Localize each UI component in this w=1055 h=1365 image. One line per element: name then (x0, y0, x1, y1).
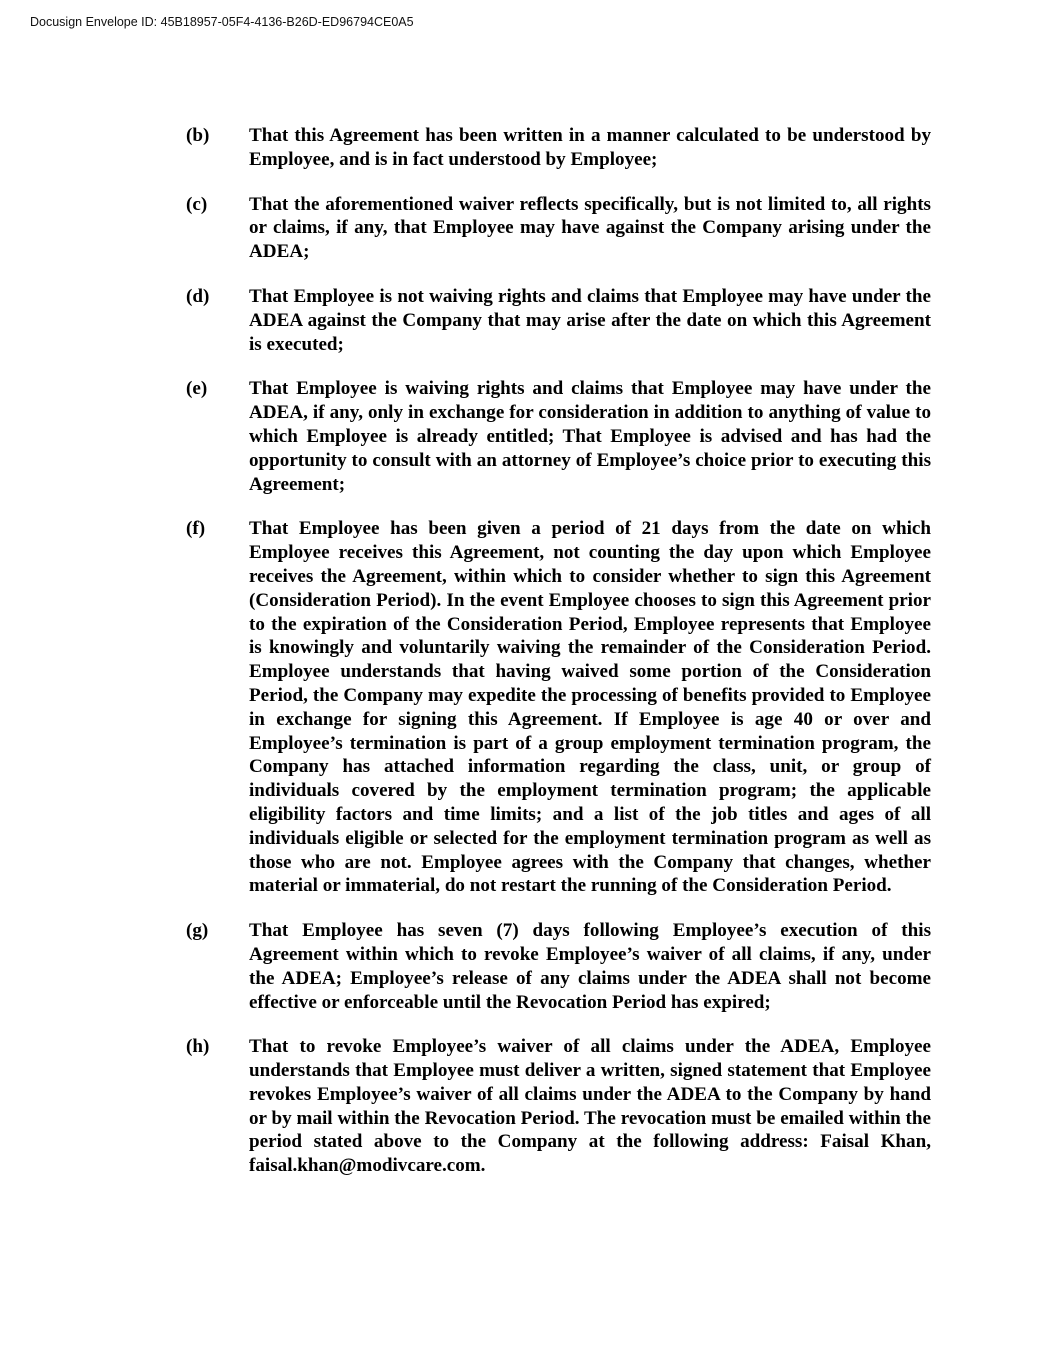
clause-h (186, 1035, 931, 1178)
clause-text: That Employee is not waiving rights and claims that Employee may have under the ADEA against the Company that may arise after the date on which this Agreement is executed; (249, 285, 931, 355)
clause-label: (g) (186, 920, 209, 942)
clause-label: (d) (186, 285, 210, 307)
docusign-envelope-id: Docusign Envelope ID: 45B18957-05F4-4136-B26D-ED96794CE0A5 (30, 15, 414, 29)
clause-text: That Employee is waiving rights and claims that Employee may have under the ADEA, if any, only in exchange for consideration in addition to anything of value to which Employee is already entitled; That Employee is advised and has had the opportunity to consult with an attorney of Employee’s choice prior to executing this Agreement; (249, 378, 931, 495)
document-body (186, 124, 931, 1199)
clause-text: That Employee has been given a period of 21 days from the date on which Employee receives this Agreement, not counting the day upon which Employee receives the Agreement, within which to consider whether to sign this Agreement (Consideration Period). In the event Employee chooses to sign this Agreement prior to the expiration of the Consideration Period, Employee represents that Employee is knowingly and voluntarily waiving the remainder of the Consideration Period. Employee understands that having waived some portion of the Consideration Period, the Company may expedite the processing of benefits provided to Employee in exchange for signing this Agreement. If Employee is age 40 or over and Employee’s termination is part of a group employment termination program, the Company has attached information regarding the class, unit, or group of individuals covered by the employment termination program; the applicable eligibility factors and time limits; and a list of the job titles and ages of all individuals eligible or selected for the employment termination program as well as those who are not. Employee agrees with the Company that changes, whether material or immaterial, do not restart the running of the Consideration Period. (249, 518, 931, 897)
clause-label: (f) (186, 518, 206, 540)
clause-label: (b) (186, 125, 210, 146)
clause-text: That this Agreement has been written in a manner calculated to be understood by Employee, and is in fact understood by Employee; (249, 125, 931, 170)
clause-f (186, 517, 931, 898)
clause-b (186, 124, 931, 172)
clause-text: That to revoke Employee’s waiver of all claims under the ADEA, Employee understands that Employee must deliver a written, signed statement that Employee revokes Employee’s waiver of all claims under the ADEA to the Company by hand or by mail within the Revocation Period. The revocation must be emailed within the period stated above to the Company at the following address: Faisal Khan, faisal.khan@modivcare.com. (249, 1036, 931, 1177)
clause-text: That the aforementioned waiver reflects specifically, but is not limited to, all rights or claims, if any, that Employee may have against the Company arising under the ADEA; (249, 193, 931, 263)
clause-e (186, 377, 931, 496)
clause-label: (e) (186, 378, 208, 400)
clause-label: (h) (186, 1036, 210, 1058)
clause-g (186, 919, 931, 1014)
clause-c (186, 193, 931, 264)
clause-label: (c) (186, 193, 208, 215)
clause-text: That Employee has seven (7) days following Employee’s execution of this Agreement within which to revoke Employee’s waiver of all claims, if any, under the ADEA; Employee’s release of any claims under the ADEA shall not become effective or enforceable until the Revocation Period has expired; (249, 920, 931, 1013)
clause-d (186, 285, 931, 356)
